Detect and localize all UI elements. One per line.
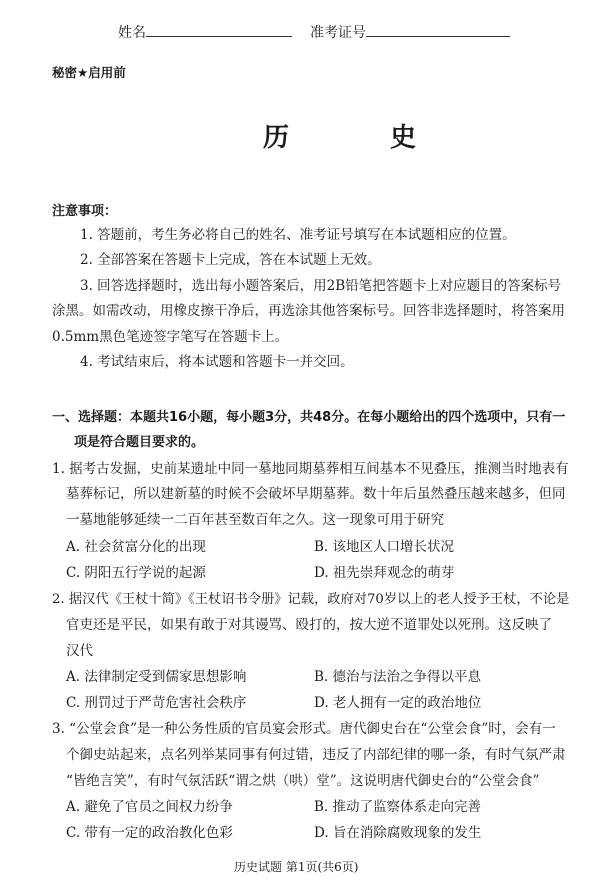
- question-text: 一墓地能够延续一二百年甚至数百年之久。这一现象可用于研究: [66, 512, 444, 528]
- page-footer: 历史试题 第1页(共6页): [234, 860, 359, 874]
- option-b: B. 该地区人口增长状况: [314, 539, 455, 555]
- option-b: B. 德治与法治之争得以平息: [314, 669, 482, 685]
- option-c: C. 带有一定的政治教化色彩: [66, 825, 233, 841]
- confidential-label: 秘密★启用前: [52, 65, 126, 80]
- section-heading: 一、选择题：本题共16小题，每小题3分，共48分。在每小题给出的四个选项中，只有一: [52, 410, 566, 425]
- option-c: C. 刑罚过于严苛危害社会秩序: [66, 695, 247, 711]
- section-heading-cont: 项是符合题目要求的。: [74, 435, 205, 450]
- question-text: 2. 据汉代《王杖十简》《王杖诏书令册》记载，政府对70岁以上的老人授予王杖，不论是: [52, 592, 570, 607]
- question-text: 3. “公堂会食”是一种公务性质的官员宴会形式。唐代御史台在“公堂会食”时，会有一: [52, 721, 556, 737]
- name-blank-line: [146, 22, 292, 37]
- notice-line: 1. 答题前，考生务必将自己的姓名、准考证号填写在本试题相应的位置。: [80, 227, 516, 243]
- option-d: D. 旨在消除腐败现象的发生: [314, 825, 482, 841]
- notice-line: 0.5mm黑色笔迹签字笔写在答题卡上。: [52, 329, 289, 345]
- exam-id-field-group: [310, 22, 510, 42]
- notice-line: 涂黑。如需改动，用橡皮擦干净后，再选涂其他答案标号。回答非选择题时，将答案用: [52, 303, 565, 319]
- notice-line: 4. 考试结束后，将本试题和答题卡一并交回。: [80, 354, 354, 370]
- name-field-group: [118, 22, 292, 42]
- notice-line: 3. 回答选择题时，选出每小题答案后，用2B铅笔把答题卡上对应题目的答案标号: [80, 278, 562, 294]
- option-d: D. 老人拥有一定的政治地位: [314, 695, 482, 711]
- question-text: 官吏还是平民，如果有敢于对其谩骂、殴打的，按大逆不道罪处以死刑。这反映了: [66, 617, 552, 633]
- option-d: D. 祖先崇拜观念的萌芽: [314, 565, 455, 581]
- exam-id-blank-line: [366, 22, 510, 37]
- page-title: 历 史: [263, 123, 463, 153]
- exam-id-label: 准考证号: [310, 25, 366, 41]
- option-a: A. 避免了官员之间权力纷争: [66, 799, 233, 815]
- name-label: 姓名: [118, 25, 146, 41]
- question-text: 个御史站起来，点名列举某同事有何过错，违反了内部纪律的哪一条，有时气氛严肃: [66, 747, 566, 763]
- question-text: 汉代: [66, 643, 93, 659]
- notice-line: 2. 全部答案在答题卡上完成，答在本试题上无效。: [80, 252, 381, 268]
- option-a: A. 社会贫富分化的出现: [66, 539, 206, 555]
- option-b: B. 推动了监察体系走向完善: [314, 799, 482, 815]
- notice-heading: 注意事项：: [52, 204, 118, 219]
- option-c: C. 阴阳五行学说的起源: [66, 565, 206, 581]
- question-text: 墓葬标记，所以建新墓的时候不会破坏早期墓葬。数十年后虽然叠压越来越多，但同: [66, 486, 566, 502]
- question-text: “皆绝言笑”，有时气氛活跃“谓之烘（哄）堂”。这说明唐代御史台的“公堂会食”: [66, 773, 540, 789]
- option-a: A. 法律制定受到儒家思想影响: [66, 669, 247, 685]
- question-text: 1. 据考古发掘，史前某遗址中同一墓地同期墓葬相互间基本不见叠压，推测当时地表有: [52, 461, 569, 477]
